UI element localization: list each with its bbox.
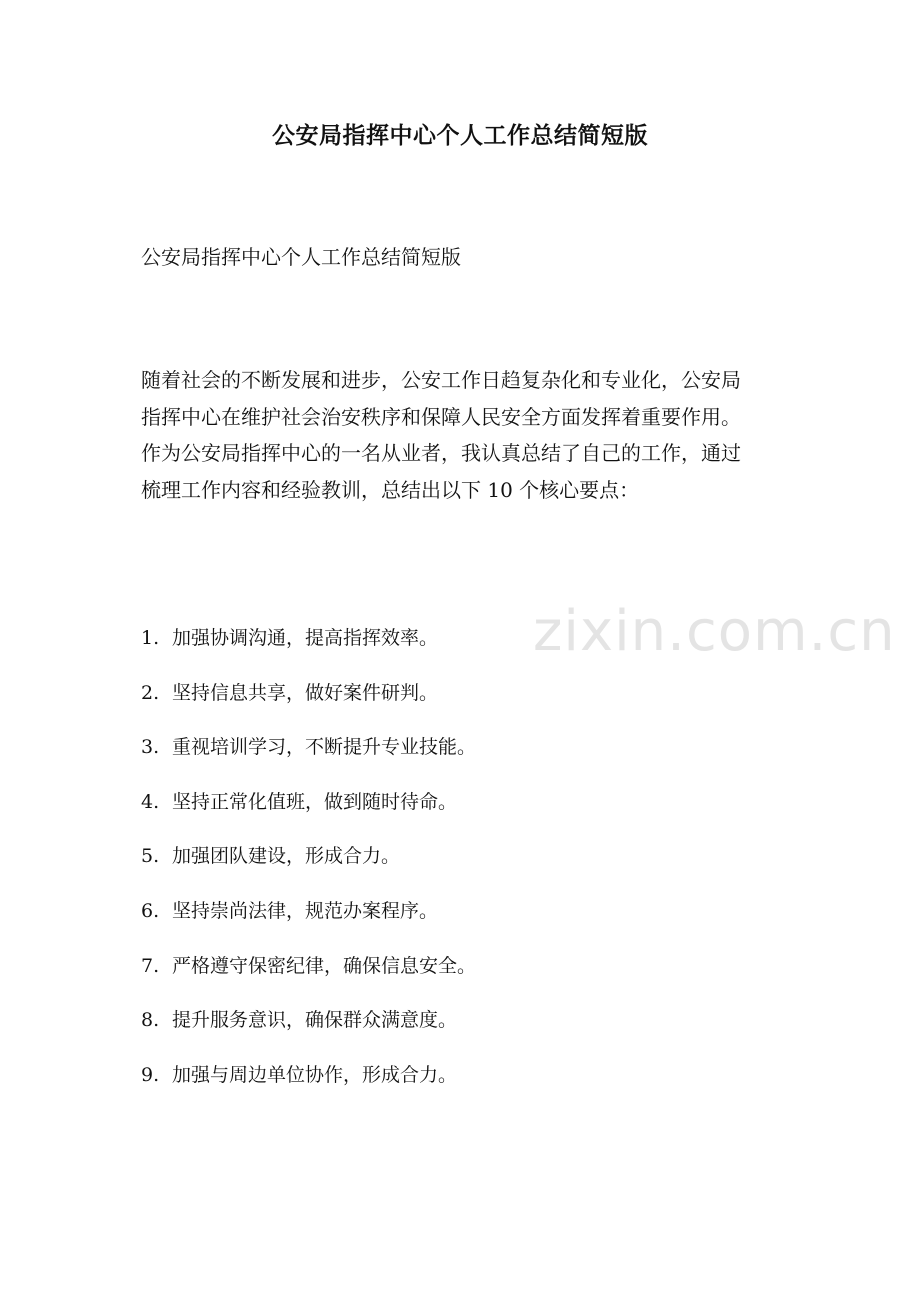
intro-paragraph	[141, 362, 791, 508]
list-item-number: 9.	[141, 1063, 160, 1086]
intro-line: 随着社会的不断发展和进步，公安工作日趋复杂化和专业化，公安局	[141, 368, 741, 392]
list-item-number: 7.	[141, 954, 160, 977]
list-item-number: 8.	[141, 1009, 160, 1032]
list-item	[141, 1058, 781, 1113]
list-item-number: 1.	[141, 627, 160, 649]
list-item-text: 坚持正常化值班，做到随时待命。	[172, 790, 458, 813]
list-item-text: 严格遵守保密纪律，确保信息安全。	[172, 954, 477, 977]
list-item-text: 提升服务意识，确保群众满意度。	[172, 1009, 458, 1032]
watermark: zixin.com.cn	[533, 599, 896, 664]
list-item-number: 3.	[141, 736, 160, 759]
list-item-text: 加强协调沟通，提高指挥效率。	[172, 627, 439, 649]
list-item-number: 4.	[141, 790, 160, 813]
intro-line: 作为公安局指挥中心的一名从业者，我认真总结了自己的工作，通过	[141, 441, 741, 465]
list-item-text: 坚持信息共享，做好案件研判。	[172, 681, 439, 704]
list-item	[141, 949, 781, 1004]
list-item-text: 坚持崇尚法律，规范办案程序。	[172, 899, 439, 922]
key-points-list	[141, 621, 781, 1112]
intro-line: 梳理工作内容和经验教训，总结出以下 10 个核心要点：	[141, 477, 640, 502]
list-item-number: 5.	[141, 845, 160, 868]
intro-line: 指挥中心在维护社会治安秩序和保障人民安全方面发挥着重要作用。	[141, 404, 741, 429]
list-item	[141, 894, 781, 949]
list-item	[141, 676, 781, 731]
document-subtitle: 公安局指挥中心个人工作总结简短版	[141, 245, 461, 269]
list-item	[141, 1003, 781, 1058]
list-item-number: 2.	[141, 681, 160, 704]
list-item-text: 加强与周边单位协作，形成合力。	[172, 1063, 458, 1086]
list-item	[141, 839, 781, 894]
list-item-text: 加强团队建设，形成合力。	[172, 845, 401, 868]
list-item-text: 重视培训学习，不断提升专业技能。	[172, 736, 477, 759]
list-item	[141, 730, 781, 785]
list-item	[141, 785, 781, 840]
document-title: 公安局指挥中心个人工作总结简短版	[272, 123, 648, 149]
list-item-number: 6.	[141, 899, 160, 922]
